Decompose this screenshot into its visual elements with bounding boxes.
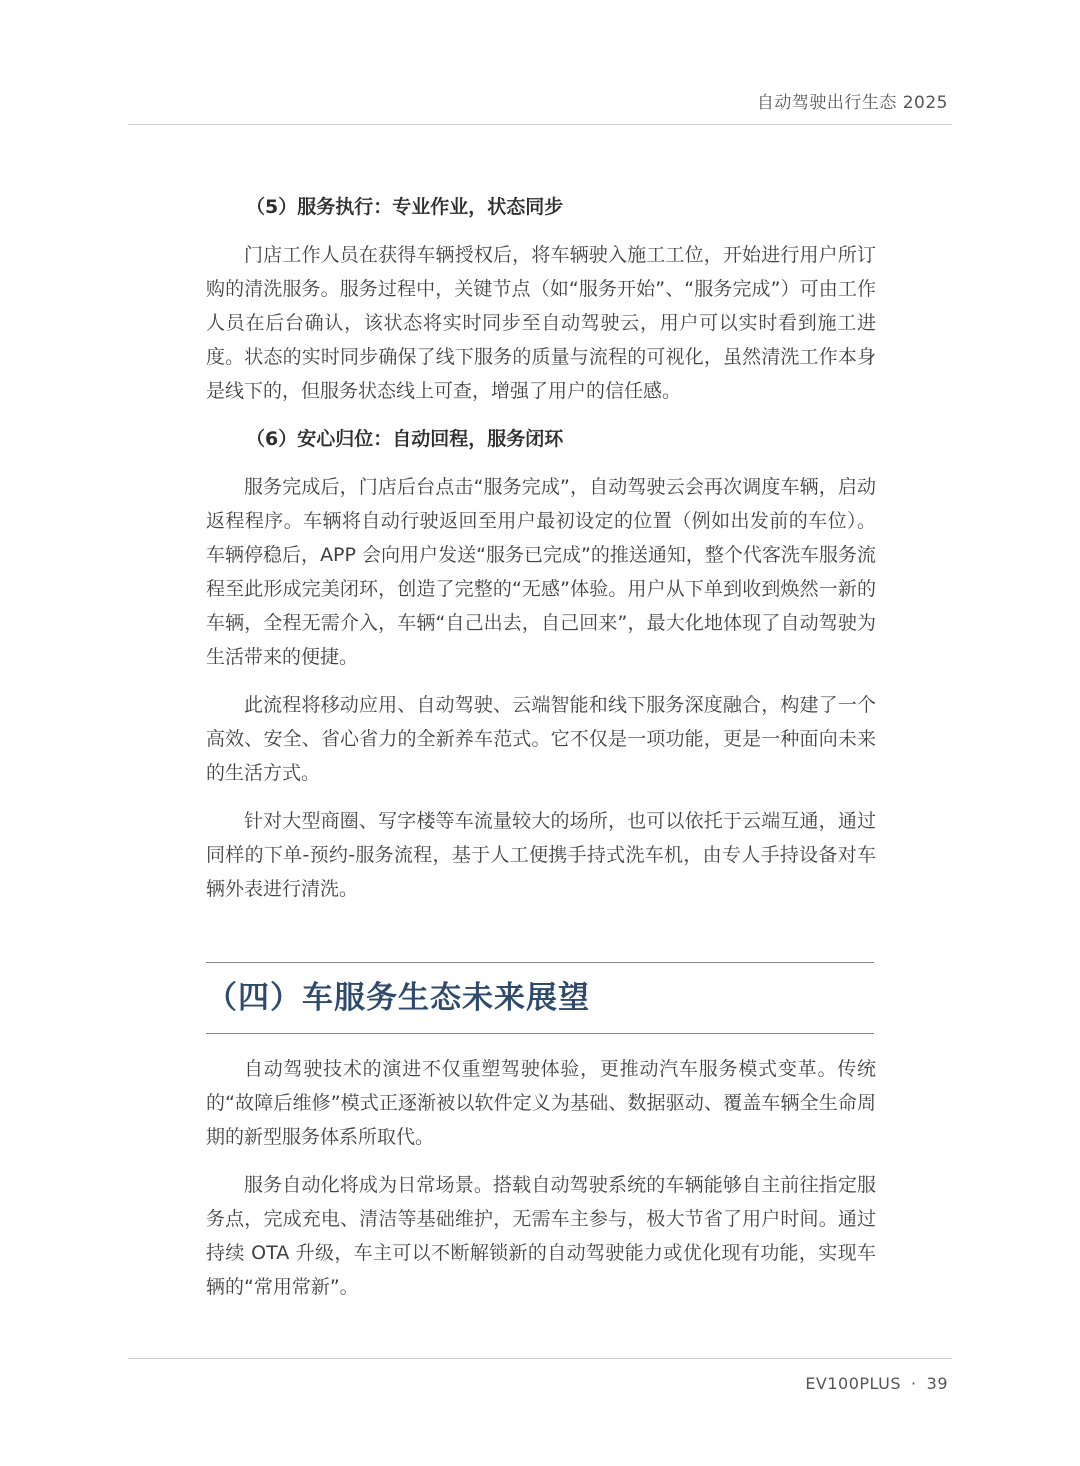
footer-separator: · — [911, 1374, 917, 1393]
footer-brand: EV100PLUS — [805, 1374, 902, 1393]
section-content — [206, 1052, 876, 1318]
paragraph-return-home: 服务完成后，门店后台点击“服务完成”，自动驾驶云会再次调度车辆，启动返程程序。车辆将自动行驶返回至用户最初设定的位置（例如出发前的车位）。车辆停稳后，APP 会向用户发送“服务已完成”的推送通知，整个代客洗车服务流程至此形成完美闭环，创造了完整的“无感”体验。用户从下单到收到焕然一新的车辆，全程无需介入，车辆“自己出去，自己回来”，最大化地体现了自动驾驶为生活带来的便捷。 — [206, 476, 876, 668]
paragraph-service-execution: 门店工作人员在获得车辆授权后，将车辆驶入施工工位，开始进行用户所订购的清洗服务。服务过程中，关键节点（如“服务开始”、“服务完成”）可由工作人员在后台确认，该状态将实时同步至自动驾驶云，用户可以实时看到施工进度。状态的实时同步确保了线下服务的质量与流程的可视化，虽然清洗工作本身是线下的，但服务状态线上可查，增强了用户的信任感。 — [206, 244, 876, 402]
main-content — [206, 190, 876, 920]
paragraph-future-outlook: 自动驾驶技术的演进不仅重塑驾驶体验，更推动汽车服务模式变革。传统的“故障后维修”模式正逐渐被以软件定义为基础、数据驱动、覆盖车辆全生命周期的新型服务体系所取代。 — [206, 1058, 876, 1148]
paragraph-handheld-wash: 针对大型商圈、写字楼等车流量较大的场所，也可以依托于云端互通，通过同样的下单-预约-服务流程，基于人工便携手持式洗车机，由专人手持设备对车辆外表进行清洗。 — [206, 810, 876, 900]
section-top-rule — [206, 962, 874, 963]
paragraph-process-summary: 此流程将移动应用、自动驾驶、云端智能和线下服务深度融合，构建了一个高效、安全、省心省力的全新养车范式。它不仅是一项功能，更是一种面向未来的生活方式。 — [206, 694, 876, 784]
header-divider — [128, 124, 952, 125]
subheading-return-home: （6）安心归位：自动回程，服务闭环 — [246, 428, 564, 450]
running-header-title: 自动驾驶出行生态 2025 — [756, 93, 948, 113]
subheading-service-execution: （5）服务执行：专业作业，状态同步 — [246, 196, 564, 218]
paragraph-service-automation: 服务自动化将成为日常场景。搭载自动驾驶系统的车辆能够自主前往指定服务点，完成充电、清洁等基础维护，无需车主参与，极大节省了用户时间。通过持续 OTA 升级，车主可以不断解锁新的自动驾驶能力或优化现有功能，实现车辆的“常用常新”。 — [206, 1174, 876, 1298]
section-bottom-rule — [206, 1033, 874, 1034]
page-number: 39 — [926, 1374, 948, 1393]
section-heading-block — [206, 962, 874, 1034]
page-footer — [805, 1374, 948, 1393]
footer-divider — [128, 1358, 952, 1359]
section-title: （四）车服务生态未来展望 — [206, 980, 590, 1016]
